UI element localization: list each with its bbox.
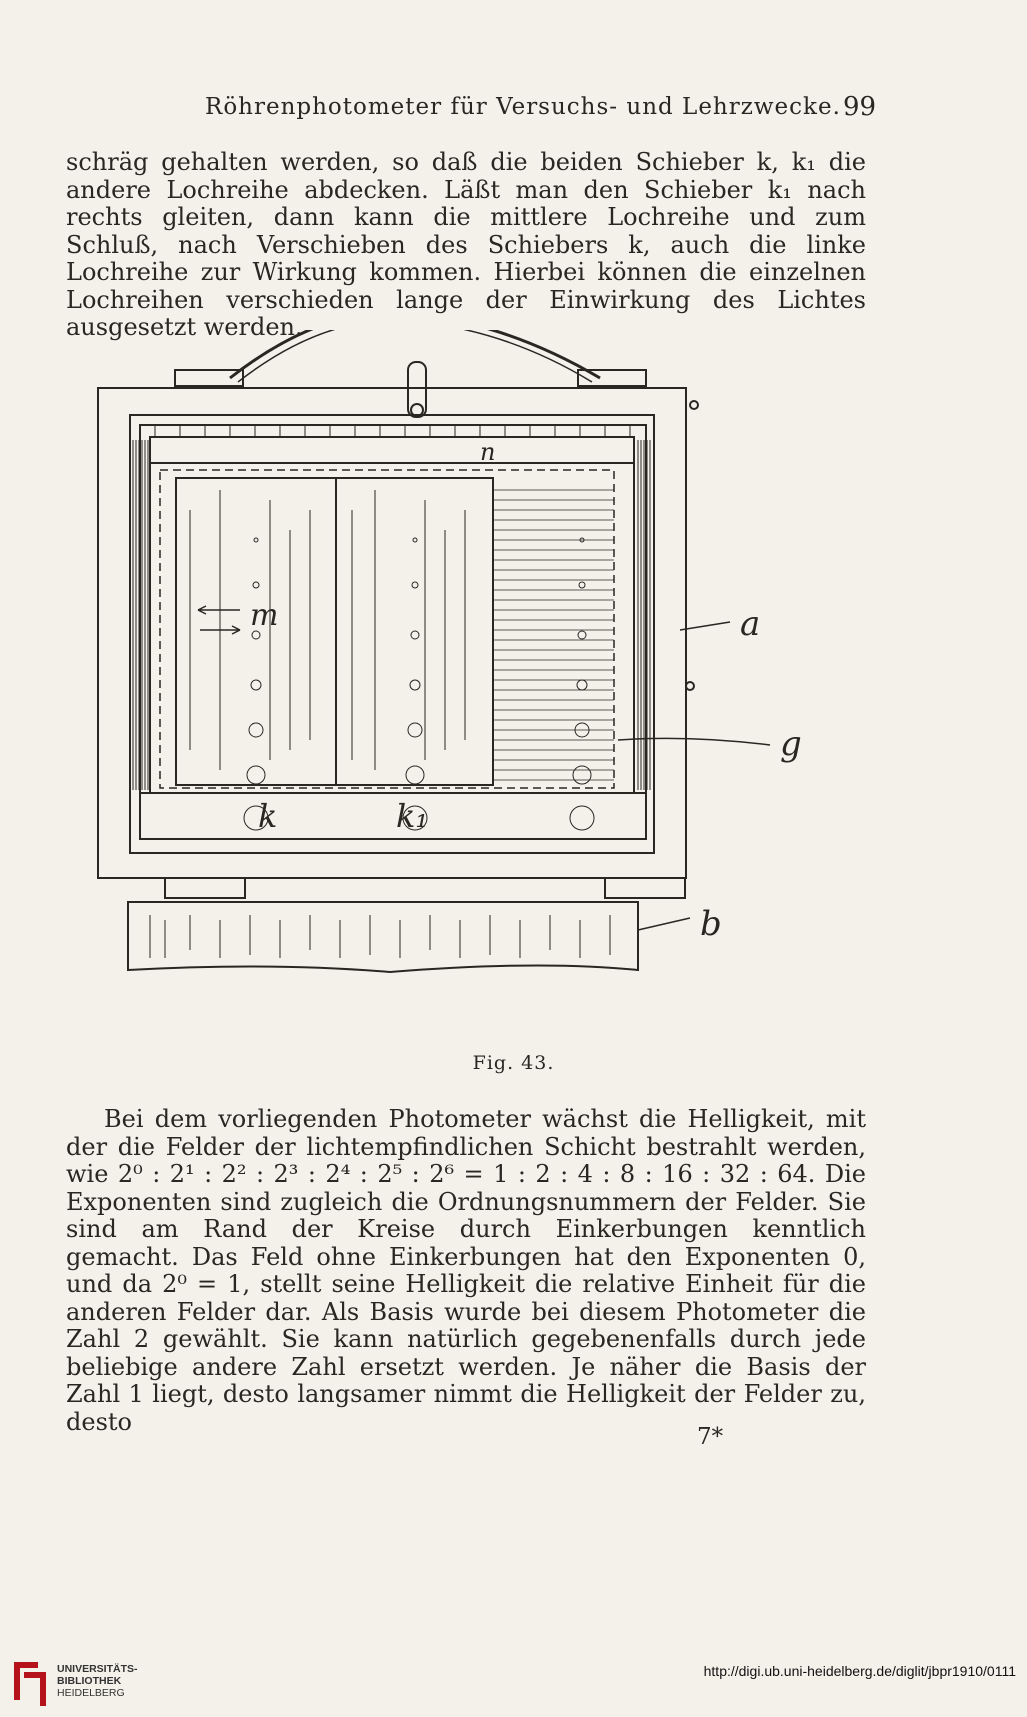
paragraph-1	[66, 149, 866, 342]
handle	[230, 330, 600, 378]
bottom-hinge-right	[605, 878, 685, 898]
slider-bar-n	[150, 437, 634, 463]
paragraph-2	[66, 1106, 866, 1436]
photometer-figure	[90, 330, 870, 1030]
signature-mark: 7*	[697, 1424, 724, 1450]
label-k1: k₁	[396, 797, 429, 835]
outer-frame	[98, 388, 686, 878]
label-g: g	[780, 724, 802, 764]
label-n: n	[480, 438, 496, 466]
library-logo-icon	[12, 1656, 50, 1706]
bottom-hinge-left	[165, 878, 245, 898]
top-hinge-left	[175, 370, 243, 386]
library-name	[57, 1663, 138, 1699]
library-line-1: UNIVERSITÄTS-	[57, 1663, 138, 1675]
paragraph-2-text: Bei dem vorliegenden Photometer wächst die Helligkeit, mit der die Felder der lichtempfindlichen Schicht bestrahlt werden, wie 2⁰ : 2¹ : 2² : 2³ : 2⁴ : 2⁵ : 2⁶ = 1 : 2 : 4 : 8 : 16 : 32 : 64. Die Exponenten sind zugleich die Ordnungsnummern der Felder. Sie sind am Rand der Kreise durch Einkerbungen kenntlich gemacht. Das Feld ohne Einkerbungen hat den Exponenten 0, und da 2⁰ = 1, stellt seine Helligkeit die relative Einheit für die anderen Felder dar. Als Basis wurde bei diesem Photometer die Zahl 2 gewählt. Sie kann natürlich gegebenenfalls durch jede beliebige andere Zahl ersetzt werden. Je näher die Basis der Zahl 1 liegt, desto langsamer nimmt die Helligkeit der Felder zu, desto	[66, 1105, 866, 1436]
figure-caption: Fig. 43.	[472, 1052, 555, 1074]
source-url[interactable]: http://digi.ub.uni-heidelberg.de/diglit/jbpr1910/0111	[703, 1663, 1016, 1679]
paragraph-1-text: schräg gehalten werden, so daß die beiden Schieber k, k₁ die andere Lochreihe abdecken. Läßt man den Schieber k₁ nach rechts gleiten, dann kann die mittlere Lochreihe und zum Schluß, nach Verschieben des Schiebers k, auch die linke Lochreihe zur Wirkung kommen. Hierbei können die einzelnen Lochreihen verschieden lange der Einwirkung des Lichtes ausgesetzt werden.	[66, 148, 866, 341]
label-k: k	[258, 797, 278, 835]
label-m: m	[250, 598, 279, 633]
label-b: b	[700, 904, 722, 944]
label-a: a	[740, 604, 761, 644]
base-b	[128, 902, 638, 972]
library-line-3: HEIDELBERG	[57, 1687, 125, 1699]
footer	[0, 1640, 1027, 1717]
running-header	[0, 94, 1027, 134]
library-line-2: BIBLIOTHEK	[57, 1675, 122, 1687]
running-title: Röhrenphotometer für Versuchs- und Lehrzwecke.	[205, 94, 841, 120]
page-number: 99	[843, 92, 877, 122]
